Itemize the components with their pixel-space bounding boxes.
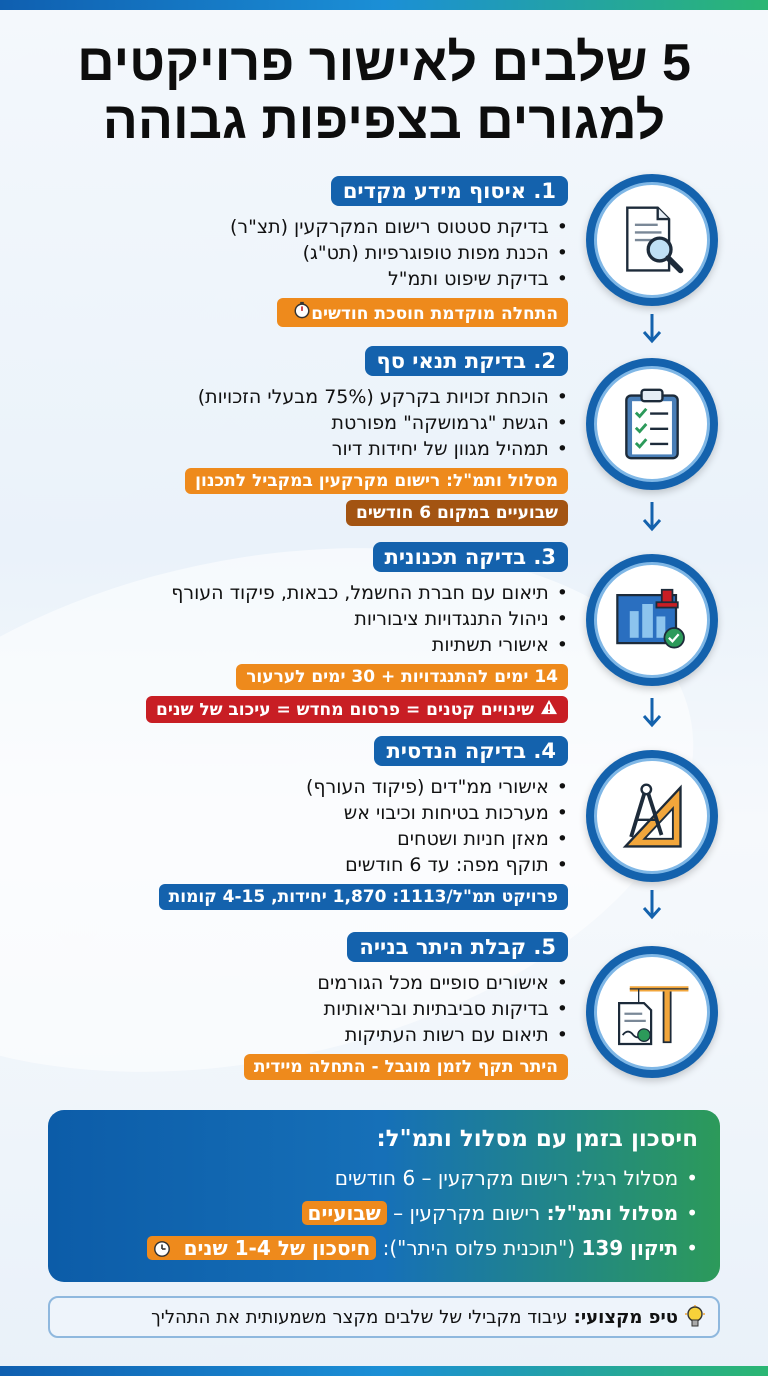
tip-label: טיפ מקצועי:: [573, 1306, 678, 1328]
list-item: • תוקף מפה: עד 6 חודשים: [98, 852, 568, 878]
step-4: [98, 736, 568, 910]
bottom-accent-bar: [0, 1366, 768, 1376]
step-2-bullets: [98, 376, 568, 462]
list-item: • בדיקת שיפוט ותמ"ל: [98, 266, 568, 292]
step-3-title: 3. בדיקה תכנונית: [373, 542, 568, 572]
summary-line-3-highlight-text: חיסכון של 1-4 שנים: [183, 1236, 371, 1260]
arrow-down-icon: [642, 502, 662, 532]
arrow-down-icon: [642, 314, 662, 344]
step-5-title: 5. קבלת היתר בנייה: [347, 932, 568, 962]
step-1-title: 1. איסוף מידע מקדים: [331, 176, 568, 206]
step-5: [98, 932, 568, 1080]
document-search-icon: [614, 202, 690, 278]
list-item: • הכנת מפות טופוגרפיות (תט"ג): [98, 240, 568, 266]
title-line-1: 5 שלבים לאישור פרויקטים: [77, 34, 691, 92]
summary-line-1: • מסלול רגיל: רישום מקרקעין – 6 חודשים: [70, 1162, 698, 1194]
list-item: • בדיקות סביבתיות ובריאותיות: [98, 996, 568, 1022]
crane-permit-icon: [612, 974, 692, 1050]
step-1: [98, 176, 568, 327]
summary-box: [48, 1110, 720, 1282]
step-3-bullets: [98, 572, 568, 658]
list-item: • תיאום עם רשות העתיקות: [98, 1022, 568, 1048]
step-3-tag-2-text: שינויים קטנים = פרסום מחדש = עיכוב של שנים: [155, 700, 534, 720]
summary-line-3-highlight: [147, 1236, 377, 1260]
summary-line-3-bold: תיקון 139: [581, 1236, 679, 1260]
tip-text: עיבוד מקבילי של שלבים מקצר משמעותית את התהליך: [151, 1306, 568, 1328]
step-2-title: 2. בדיקת תנאי סף: [365, 346, 568, 376]
summary-line-2-highlight: שבועיים: [302, 1201, 387, 1225]
list-item: • ניהול התנגדויות ציבוריות: [98, 606, 568, 632]
step-3-tag-2: [146, 696, 568, 723]
summary-line-2-text: רישום מקרקעין –: [386, 1201, 547, 1225]
compass-ruler-icon: [614, 778, 690, 854]
summary-line-2: [70, 1197, 698, 1229]
clipboard-checklist-icon: [617, 386, 687, 462]
step-2: [98, 346, 568, 526]
top-accent-bar: [0, 0, 768, 10]
step-4-bullets: [98, 766, 568, 878]
step-3-tag-1: 14 ימים להתנגדויות + 30 ימים לערעור: [236, 664, 568, 690]
list-item: • תמהיל מגוון של יחידות דיור: [98, 436, 568, 462]
summary-line-3-text: ("תוכנית פלוס היתר"):: [376, 1236, 582, 1260]
page-title: [20, 34, 748, 150]
pro-tip-box: [48, 1296, 720, 1338]
list-item: • אישורי תשתיות: [98, 632, 568, 658]
list-item: • מערכות בטיחות וכיבוי אש: [98, 800, 568, 826]
title-line-2: למגורים בצפיפות גבוהה: [102, 92, 666, 150]
step-5-bullets: [98, 962, 568, 1048]
list-item: • בדיקת סטטוס רישום המקרקעין (תצ"ר): [98, 214, 568, 240]
list-item: • תיאום עם חברת החשמל, כבאות, פיקוד העורף: [98, 580, 568, 606]
step-3: [98, 542, 568, 723]
arrow-down-icon: [642, 698, 662, 728]
step-4-tag: פרויקט תמ"ל/1113: 1,870 יחידות, 4-15 קומות: [159, 884, 568, 910]
lightbulb-icon: [684, 1305, 706, 1329]
step-1-tag-text: התחלה מוקדמת חוסכת חודשים: [311, 304, 558, 324]
step-2-icon-circle: [586, 358, 718, 490]
step-3-icon-circle: [586, 554, 718, 686]
list-item: • הגשת "גרמושקה" מפורטת: [98, 410, 568, 436]
step-1-tag: [277, 298, 568, 327]
summary-title: חיסכון בזמן עם מסלול ותמ"ל:: [376, 1126, 698, 1152]
step-5-icon-circle: [586, 946, 718, 1078]
list-item: • אישורי ממ"דים (פיקוד העורף): [98, 774, 568, 800]
step-4-icon-circle: [586, 750, 718, 882]
list-item: • הוכחת זכויות בקרקע (75% מבעלי הזכויות): [98, 384, 568, 410]
list-item: • מאזן חניות ושטחים: [98, 826, 568, 852]
summary-line-2-bold: מסלול ותמ"ל:: [546, 1201, 679, 1225]
list-item: • אישורים סופיים מכל הגורמים: [98, 970, 568, 996]
warning-icon: [540, 699, 558, 720]
step-2-tag-2: שבועיים במקום 6 חודשים: [346, 500, 568, 526]
summary-line-3: [70, 1232, 698, 1264]
clock-icon: [153, 1240, 171, 1258]
step-4-title: 4. בדיקה הנדסית: [374, 736, 568, 766]
arrow-down-icon: [642, 890, 662, 920]
step-5-tag: היתר תקף לזמן מוגבל - התחלה מיידית: [244, 1054, 568, 1080]
stopwatch-icon: [293, 301, 311, 324]
blueprint-stamp-icon: [612, 584, 692, 656]
step-2-tag-1: מסלול ותמ"ל: רישום מקרקעין במקביל לתכנון: [185, 468, 568, 494]
step-1-bullets: [98, 206, 568, 292]
step-1-icon-circle: [586, 174, 718, 306]
